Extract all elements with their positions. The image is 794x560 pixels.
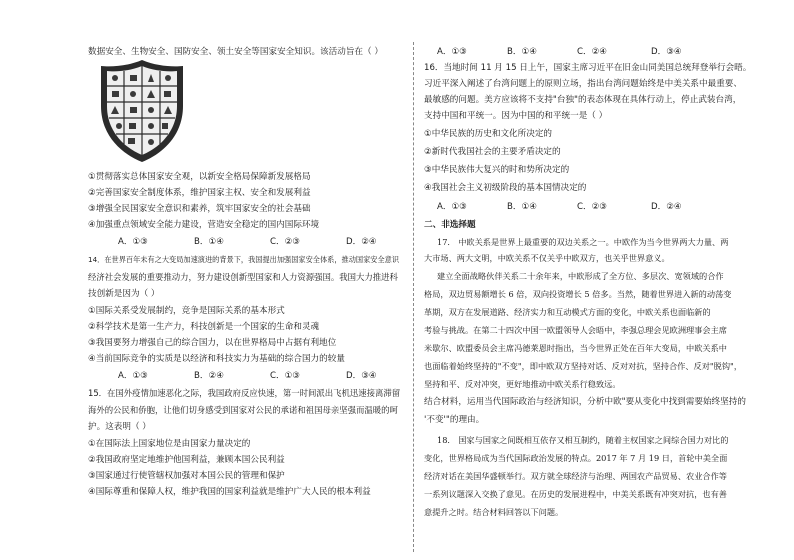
q13-intro: 数据安全、生物安全、国防安全、领土安全等国家安全知识。该活动旨在（ ）: [88, 47, 383, 57]
q16-choice-d: D．②④: [651, 202, 682, 212]
q16-choice-a: A．①③: [437, 202, 467, 212]
q16-option-3: ③中华民族伟大复兴的时和势所决定的: [424, 165, 570, 175]
q15-option-2: ②我国政府坚定地维护他国利益，兼顾本国公民利益: [88, 455, 285, 465]
q15-option-4: ④国际尊重和保障人权，维护我国的国家利益就是维护广大人民的根本利益: [88, 487, 371, 497]
q14-choice-c: C．①③: [270, 371, 301, 381]
q17-line-9: 坚持和平、反对冲突，更好地推动中欧关系行稳致远。: [424, 379, 621, 389]
section-heading: 二、非选择题: [424, 220, 476, 230]
q18-line-2: 变化，世界格局成为当代国际政治发展的特点。2017 年 7 月 19 日，首轮中美全面: [424, 453, 728, 463]
q17-line-4: 格局，双边贸易额增长 6 倍，双向投资增长 5 倍多。当然，随着世界进入新的动荡变: [424, 289, 732, 299]
q14-choice-d: D．③④: [346, 371, 377, 381]
q15-option-1: ①在国际法上国家地位是由国家力量决定的: [88, 439, 251, 449]
q14-option-2: ②科学技术是第一生产力，科技创新是一个国家的生命和灵魂: [88, 322, 320, 332]
q14-option-4: ④当前国际竞争的实质是以经济和科技实力为基础的综合国力的较量: [88, 354, 345, 364]
q18-line-4: 一系列议题深入交换了意见。在历史的发展进程中，中美关系既有冲突对抗，也有善: [424, 489, 727, 499]
q18-line-1: 18． 国家与国家之间既相互依存又相互制约，随着主权国家之间综合国力对比的: [437, 435, 729, 445]
q15-choice-d: D．③④: [651, 47, 682, 57]
q17-line-6: 考验与挑战。在第二十四次中国一欧盟领导人会晤中，李强总理会见欧洲理事会主席: [424, 325, 727, 335]
q17-line-8: 也面临着始终坚持的"不变"，即中欧双方坚持对话、反对对抗，坚持合作、反对"脱钩"，: [424, 361, 743, 371]
q15-choice-c: C．②④: [577, 47, 608, 57]
q13-choice-a: A．①③: [118, 237, 148, 247]
q14-option-3: ③我国要努力增强自己的综合国力，以在世界格局中占据有利地位: [88, 338, 337, 348]
q15-stem-line-3: 护。这表明（ ）: [88, 422, 151, 432]
q16-choice-c: C．②③: [577, 202, 608, 212]
national-security-shield-image: [98, 58, 186, 164]
q16-option-1: ①中华民族的历史和文化所决定的: [424, 129, 553, 139]
q15-stem-line-1: 15．在国外疫情加速恶化之际，我国政府反应快速，第一时间派出飞机迅速接离滞留: [88, 388, 401, 398]
q13-option-1: ①贯彻落实总体国家安全观，以新安全格局保障新发展格局: [88, 172, 311, 182]
q17-line-2: 大市场、两大文明，中欧关系不仅关乎中欧双方，也关乎世界意义。: [424, 253, 670, 263]
column-divider: [413, 42, 414, 552]
q17-line-7: 米歇尔、欧盟委员会主席冯德莱恩时指出，当今世界正处在百年大变局，中欧关系中: [424, 343, 727, 353]
q15-option-3: ③国家通过行使管辖权加强对本国公民的管理和保护: [88, 471, 285, 481]
q16-option-2: ②新时代我国社会的主要矛盾决定的: [424, 147, 561, 157]
q15-choice-a: A．①③: [437, 47, 467, 57]
q15-choice-b: B．①④: [507, 47, 537, 57]
q15-stem-line-2: 海外的公民和侨胞，让他们切身感受到国家对公民的承诺和祖国母亲坚强而温暖的呵: [88, 405, 398, 415]
q14-option-1: ①国际关系受发展制约，竞争是国际关系的基本形式: [88, 306, 285, 316]
q17-line-5: 革期，双方在发展道路、经济实力和互动模式方面的变化，中欧关系也面临新的: [424, 307, 711, 317]
q18-line-3: 经济对话在美国华盛顿举行。双方就全球经济与治理、两国农产品贸易、农业合作等: [424, 471, 727, 481]
q17-line-1: 17． 中欧关系是世界上最重要的双边关系之一。中欧作为当今世界两大力量、两: [437, 237, 729, 247]
q17-line-3: 建立全面战略伙伴关系二十余年来，中欧形成了全方位、多层次、宽领域的合作: [437, 271, 724, 281]
q16-stem-line-1: 16．当地时间 11 月 15 日上午，国家主席习近平在旧金山同美国总统拜登举行会晤。: [424, 63, 752, 73]
q13-choice-c: C．②③: [270, 237, 301, 247]
q16-option-4: ④我国社会主义初级阶段的基本国情决定的: [424, 183, 587, 193]
q17-task-line-1: 结合材料，运用当代国际政治与经济知识，分析中欧"要从变化中找到需要始终坚持的: [424, 397, 746, 407]
q16-stem-line-4: 支持中国和平统一。因为中国的和平统一是（ ）: [424, 111, 608, 121]
q14-choice-b: B．②④: [194, 371, 224, 381]
q16-stem-line-3: 最敏感的问题。美方应该将不支持"台独"的表态体现在具体行动上，停止武装台湾，: [424, 95, 742, 105]
q13-choice-b: B．①④: [194, 237, 224, 247]
q18-line-5: 意提升之时。结合材料回答以下问题。: [424, 507, 564, 517]
q13-option-4: ④加强重点领域安全能力建设，营造安全稳定的国内国际环境: [88, 220, 320, 230]
q14-choice-a: A．①③: [118, 371, 148, 381]
q13-option-2: ②完善国家安全制度体系，维护国家主权、安全和发展利益: [88, 188, 311, 198]
q13-option-3: ③增强全民国家安全意识和素养，筑牢国家安全的社会基础: [88, 204, 311, 214]
q13-choice-d: D．②④: [346, 237, 377, 247]
q16-choice-b: B．①④: [507, 202, 537, 212]
q14-stem-line-1: 14．在世界百年未有之大变局加速演进的背景下，我国提出加强国家安全体系，推动国家安全意识: [88, 255, 400, 264]
q14-stem-line-3: 技创新是因为（ ）: [88, 289, 160, 299]
q16-stem-line-2: 习近平深入阐述了台湾问题上的原则立场，指出台湾问题始终是中美关系中最重要、: [424, 79, 742, 89]
q17-task-line-2: '不变'"的理由。: [424, 415, 485, 425]
q14-stem-line-2: 经济社会发展的重要推动力，努力建设创新型国家和人力资源强国。我国大力推进科: [88, 272, 398, 282]
